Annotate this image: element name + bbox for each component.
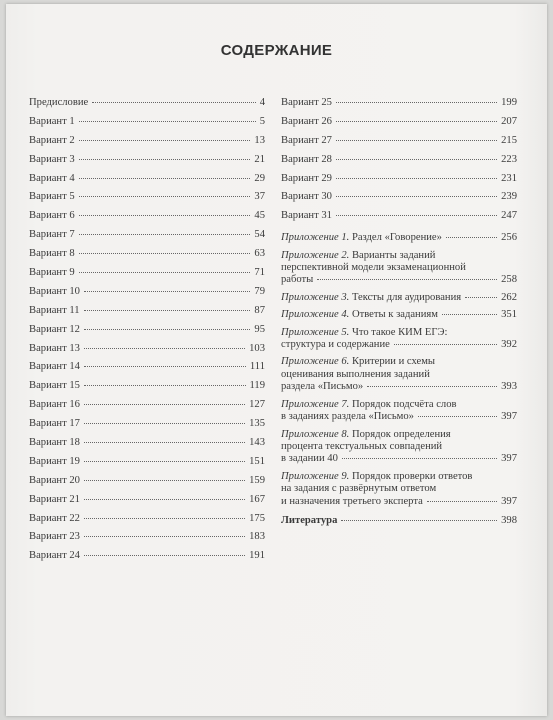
toc-entry-label: Вариант 13 [29,342,80,354]
leader-dots [79,195,251,197]
toc-entry-appendix [281,471,517,508]
toc-entry-page: 151 [249,455,265,467]
appendix-title-text: в заданиях раздела «Письмо» [281,411,414,423]
toc-entry-literature [281,515,517,527]
toc-entry [281,210,517,229]
toc-entry [29,324,265,343]
toc-entry-page: 191 [249,550,265,562]
leader-dots [336,120,497,122]
toc-entry-label: Вариант 29 [281,172,332,184]
leader-dots [84,498,245,500]
toc-entry-label: Вариант 5 [29,191,75,203]
toc-entry-page: 13 [254,134,265,146]
toc-entry-page: 262 [501,291,517,303]
leader-dots [336,177,497,179]
toc-entry [29,475,265,494]
toc-entry-page: 258 [501,274,517,286]
toc-entry-label: Вариант 26 [281,115,332,127]
toc-entry-label: Вариант 15 [29,380,80,392]
leader-dots [84,535,245,537]
toc-entry [281,97,517,116]
toc-entry-label: Вариант 24 [29,550,80,562]
toc-entry-label: Вариант 30 [281,191,332,203]
appendix-title-text: оценивания выполнения заданий [281,368,430,380]
toc-entry [29,97,265,116]
toc-entry-page: 45 [254,210,265,222]
leader-dots [84,384,246,386]
toc-entry-label: Вариант 17 [29,418,80,430]
appendix-title-text: и назначения третьего эксперта [281,495,423,507]
toc-entry [29,191,265,210]
leader-dots [79,252,251,254]
toc-entry [29,513,265,532]
toc-entry-page: 351 [501,309,517,321]
appendix-title-text: структура и содержание [281,339,390,351]
leader-dots [79,177,251,179]
appendix-title-text: Критерии и схемы [351,356,436,368]
toc-entry-page: 37 [254,191,265,203]
toc-entry-label: Вариант 4 [29,172,75,184]
toc-entry-page: 135 [249,418,265,430]
leader-dots [84,460,245,462]
toc-entry [29,531,265,550]
appendix-title-text: Раздел «Говорение» [351,232,442,244]
leader-dots [342,457,497,459]
leader-dots [336,101,497,103]
appendix-prefix: Приложение 6. [281,356,350,368]
appendix-title-text: Варианты заданий [351,249,436,261]
leader-dots [336,214,497,216]
toc-entry [29,399,265,418]
toc-entry [29,418,265,437]
leader-dots [79,233,251,235]
toc-entry [281,116,517,135]
leader-dots [367,385,497,387]
toc-entry-page: 111 [249,361,265,373]
leader-dots [84,347,245,349]
leader-dots [465,296,497,298]
toc-entry-page: 167 [249,493,265,505]
toc-entry-label: Предисловие [29,97,89,108]
toc-entry-label: Вариант 6 [29,210,75,222]
leader-dots [317,278,497,280]
leader-dots [84,441,245,443]
leader-dots [84,479,245,481]
toc-entry-page: 5 [259,115,265,127]
toc-entry-label: Вариант 10 [29,285,80,297]
toc-entry-page: 397 [501,495,517,507]
toc-entry-page: 215 [501,134,517,146]
toc-entry-page: 4 [259,97,265,108]
toc-entry-page: 239 [501,191,517,203]
toc-entry-label: Вариант 3 [29,153,75,165]
appendix-title-text: Порядок проверки ответов [351,470,473,482]
page-title: СОДЕРЖАНИЕ [220,42,333,59]
toc-entry-page: 397 [501,453,517,465]
toc-entry [29,229,265,248]
toc-entry [281,154,517,173]
leader-dots [84,554,245,556]
leader-dots [84,517,245,519]
toc-entry [29,154,265,173]
toc-left-column [29,97,265,569]
leader-dots [427,500,497,502]
leader-dots [84,290,250,292]
toc-entry [281,173,517,192]
toc-entry-label: Вариант 1 [29,115,75,127]
leader-dots [336,139,497,141]
toc-entry-label: Вариант 22 [29,512,80,524]
toc-entry-label: Вариант 7 [29,229,75,241]
appendix-title-text: процента текстуальных совпадений [281,440,443,452]
toc-entry-label: Литература [281,514,338,526]
toc-entry [29,437,265,456]
toc-entry-appendix [281,250,517,287]
toc-entry-label: Вариант 27 [281,134,332,146]
toc-entry-label: Вариант 18 [29,437,80,449]
leader-dots [79,139,251,141]
toc-entry [29,305,265,324]
toc-entry-page: 207 [501,115,517,127]
toc-entry-page: 71 [254,267,265,279]
toc-entry-appendix [281,309,517,321]
toc-entry-page: 393 [501,381,517,393]
leader-dots [336,158,497,160]
toc-entry-page: 79 [254,285,265,297]
toc-entry-label: Вариант 25 [281,97,332,108]
toc-entry [29,456,265,475]
toc-entry-page: 392 [501,339,517,351]
toc-entry-page: 54 [254,229,265,241]
toc-entry-label: Вариант 21 [29,493,80,505]
leader-dots [442,313,497,315]
toc-entry [29,494,265,513]
toc-entry-label: Вариант 28 [281,153,332,165]
leader-dots [84,328,250,330]
toc-entry-page: 119 [249,380,265,392]
leader-dots [84,309,251,311]
appendix-title-text: Порядок определения [351,428,451,440]
toc-entry-page: 103 [249,342,265,354]
toc-entry [281,191,517,210]
appendix-prefix: Приложение 2. [281,249,350,261]
toc-entry-label: Вариант 19 [29,455,80,467]
toc-entry-page: 256 [501,232,517,244]
toc-entry [29,173,265,192]
toc-entry-label: Вариант 23 [29,531,80,543]
toc-entry-appendix [281,399,517,424]
toc-variants-list [281,97,517,229]
toc-entry [29,210,265,229]
toc-entry-label: Вариант 20 [29,474,80,486]
toc-entry [29,135,265,154]
leader-dots [446,236,497,238]
appendix-prefix: Приложение 4. [281,309,350,321]
toc-entry-page: 199 [501,97,517,108]
leader-dots [79,214,251,216]
toc-entry-label: Вариант 31 [281,210,332,222]
leader-dots [79,120,256,122]
toc-entry-page: 87 [254,304,265,316]
toc-entry-page: 231 [501,172,517,184]
toc-entry-page: 143 [249,437,265,449]
toc-entry-appendix [281,292,517,304]
toc-entry-page: 175 [249,512,265,524]
toc-entry-page: 247 [501,210,517,222]
appendix-prefix: Приложение 3. [281,291,350,303]
toc-entry-page: 29 [254,172,265,184]
toc-entry-page: 95 [254,323,265,335]
leader-dots [79,271,251,273]
appendix-prefix: Приложение 1. [281,232,350,244]
leader-dots [84,403,245,405]
toc-entry-page: 159 [249,474,265,486]
leader-dots [336,195,497,197]
toc-entry-label: Вариант 9 [29,267,75,279]
leader-dots [84,422,245,424]
leader-dots [84,365,246,367]
toc-entry-page: 63 [254,248,265,260]
toc-entry-appendix [281,356,517,393]
toc-entry [29,361,265,380]
toc-appendices-list [281,232,517,508]
leader-dots [79,158,251,160]
appendix-title-text: раздела «Письмо» [281,381,364,393]
toc-entry [29,286,265,305]
leader-dots [341,519,497,521]
appendix-prefix: Приложение 5. [281,326,350,338]
toc-entry [29,248,265,267]
appendix-title-text: Тексты для аудирования [351,291,462,303]
appendix-title-text: Порядок подсчёта слов [351,398,457,410]
toc-entry-page: 223 [501,153,517,165]
toc-entry-page: 21 [254,153,265,165]
toc-entry-page: 183 [249,531,265,543]
appendix-title-text: Ответы к заданиям [351,309,438,321]
leader-dots [394,343,497,345]
toc-entry-page: 127 [249,399,265,411]
toc-entry-page: 397 [501,411,517,423]
leader-dots [92,101,255,103]
toc-entry-label: Вариант 11 [29,304,80,316]
appendix-title-text: работы [281,274,314,286]
toc-entry-label: Вариант 14 [29,361,80,373]
appendix-prefix: Приложение 7. [281,398,350,410]
toc-entry [29,343,265,362]
toc-entry-appendix [281,429,517,466]
appendix-title-text: перспективной модели экзаменационной [281,262,466,274]
toc-entry [29,550,265,569]
appendix-title-text: Что такое КИМ ЕГЭ: [351,326,448,338]
appendix-title-text: в задании 40 [281,453,338,465]
toc-entry [29,267,265,286]
toc-entry [281,135,517,154]
toc-entry-appendix [281,232,517,244]
appendix-prefix: Приложение 9. [281,470,350,482]
toc-entry-page: 398 [501,514,517,526]
toc-entry-label: Вариант 2 [29,134,75,146]
toc-entry-label: Вариант 16 [29,399,80,411]
toc-entry-label: Вариант 8 [29,248,75,260]
appendix-prefix: Приложение 8. [281,428,350,440]
leader-dots [418,415,497,417]
toc-entry [29,116,265,135]
toc-entry-label: Вариант 12 [29,323,80,335]
toc-entry-appendix [281,327,517,352]
toc-right-column [281,97,517,527]
appendix-title-text: на задания с развёрнутым ответом [281,483,437,495]
toc-entry [29,380,265,399]
